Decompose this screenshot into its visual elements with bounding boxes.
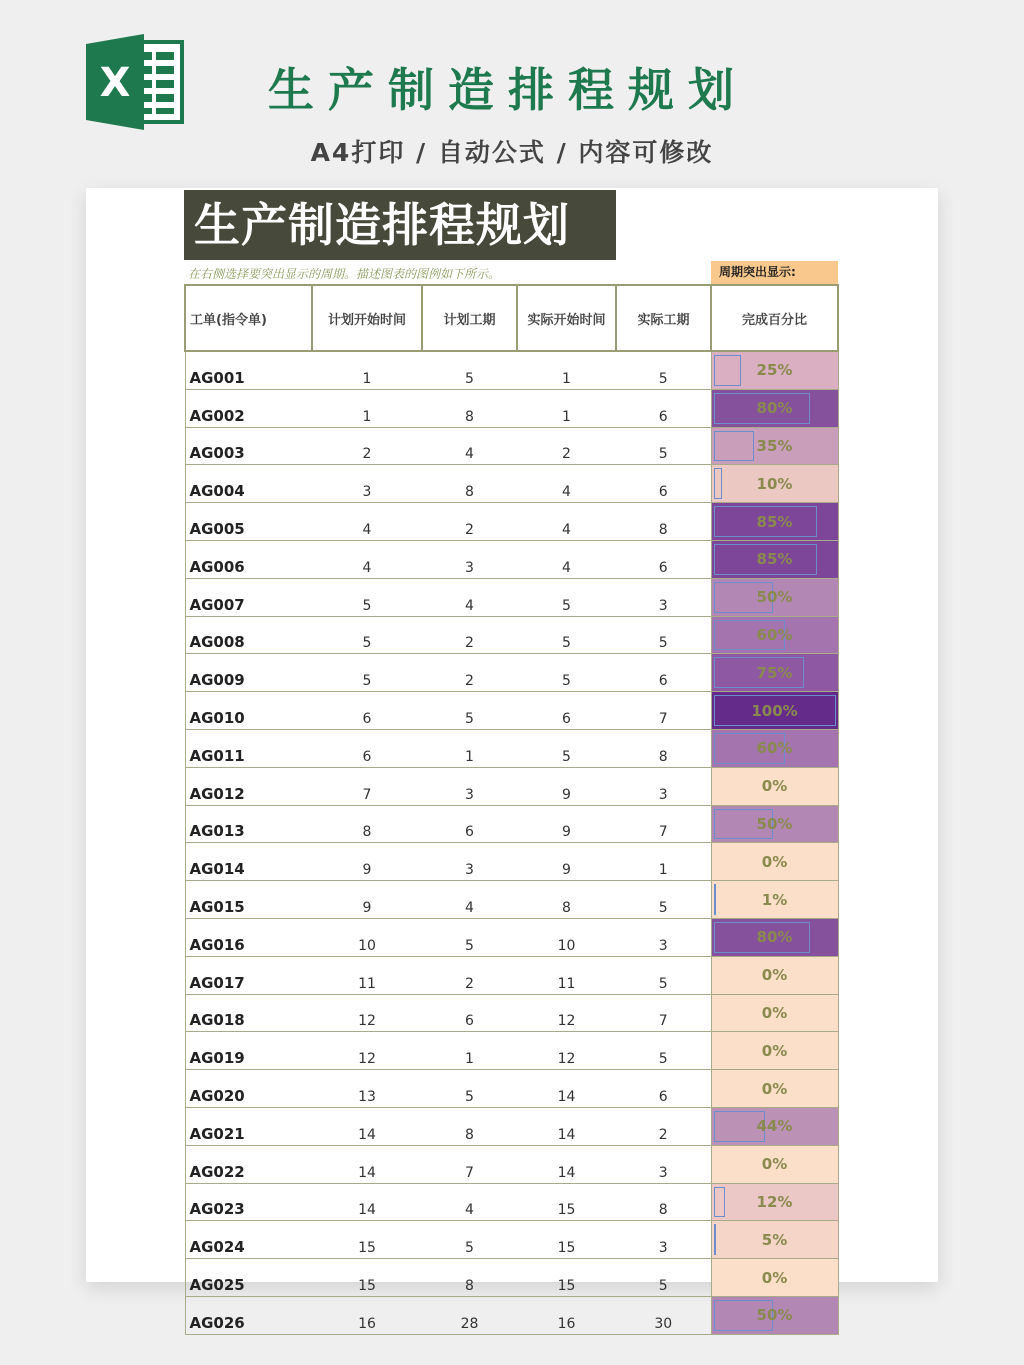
- percent-value: 0%: [761, 852, 788, 871]
- cell-actual-start[interactable]: 5: [517, 616, 616, 654]
- table-header-row: [185, 285, 838, 351]
- cell-order-id[interactable]: AG008: [185, 616, 312, 654]
- table-row: [185, 1107, 838, 1145]
- cell-actual-duration[interactable]: 5: [616, 616, 711, 654]
- cell-order-id[interactable]: AG017: [185, 956, 312, 994]
- cell-plan-start[interactable]: 9: [312, 881, 422, 919]
- cell-order-id[interactable]: AG018: [185, 994, 312, 1032]
- cell-actual-start[interactable]: 1: [517, 389, 616, 427]
- percent-value: 75%: [756, 663, 793, 682]
- cell-actual-duration[interactable]: 7: [616, 994, 711, 1032]
- percent-value: 12%: [756, 1192, 793, 1211]
- cell-actual-start[interactable]: 4: [517, 465, 616, 503]
- progress-bar: [714, 884, 716, 915]
- cell-plan-start[interactable]: 4: [312, 503, 422, 541]
- percent-value: 0%: [761, 1155, 788, 1174]
- cell-plan-start[interactable]: 14: [312, 1107, 422, 1145]
- cell-percent-complete[interactable]: [711, 767, 838, 805]
- cell-actual-duration[interactable]: 3: [616, 578, 711, 616]
- cell-plan-start[interactable]: 7: [312, 767, 422, 805]
- page-title: 生产制造排程规划: [268, 63, 748, 117]
- cell-percent-complete[interactable]: [711, 389, 838, 427]
- cell-plan-duration[interactable]: 6: [422, 994, 517, 1032]
- cell-order-id[interactable]: AG012: [185, 767, 312, 805]
- cell-plan-start[interactable]: 15: [312, 1259, 422, 1297]
- table-row: [185, 578, 838, 616]
- cell-actual-start[interactable]: 9: [517, 805, 616, 843]
- progress-bar: [714, 1187, 725, 1218]
- cell-order-id[interactable]: AG011: [185, 729, 312, 767]
- table-row: [185, 427, 838, 465]
- percent-value: 0%: [761, 1268, 788, 1287]
- cell-actual-duration[interactable]: 3: [616, 918, 711, 956]
- percent-value: 44%: [756, 1117, 793, 1136]
- cell-percent-complete[interactable]: [711, 1145, 838, 1183]
- cell-percent-complete[interactable]: [711, 994, 838, 1032]
- table-row: [185, 956, 838, 994]
- progress-bar: [714, 468, 723, 499]
- cell-actual-duration[interactable]: 6: [616, 1070, 711, 1108]
- cell-actual-duration[interactable]: 8: [616, 729, 711, 767]
- spreadsheet-page: [86, 188, 938, 1332]
- cell-plan-duration[interactable]: 6: [422, 805, 517, 843]
- cell-order-id[interactable]: AG007: [185, 578, 312, 616]
- cell-order-id[interactable]: AG021: [185, 1107, 312, 1145]
- cell-actual-duration[interactable]: 7: [616, 805, 711, 843]
- cell-actual-duration[interactable]: 5: [616, 956, 711, 994]
- cell-actual-duration[interactable]: 5: [616, 351, 711, 389]
- cell-plan-start[interactable]: 4: [312, 540, 422, 578]
- cell-order-id[interactable]: AG015: [185, 881, 312, 919]
- column-header-actual-duration: 实际工期: [616, 285, 711, 351]
- sheet-title: 生产制造排程规划: [184, 190, 616, 260]
- cell-plan-start[interactable]: 5: [312, 616, 422, 654]
- cell-plan-duration[interactable]: 2: [422, 654, 517, 692]
- table-row: [185, 1032, 838, 1070]
- table-row: [185, 389, 838, 427]
- period-highlight-label[interactable]: 周期突出显示:: [711, 261, 838, 284]
- cell-actual-duration[interactable]: 3: [616, 767, 711, 805]
- progress-bar: [714, 431, 754, 462]
- table-row: [185, 1145, 838, 1183]
- table-row: [185, 1296, 838, 1334]
- cell-percent-complete[interactable]: [711, 540, 838, 578]
- cell-plan-start[interactable]: 5: [312, 654, 422, 692]
- cell-plan-duration[interactable]: 5: [422, 1221, 517, 1259]
- cell-order-id[interactable]: AG001: [185, 351, 312, 389]
- percent-value: 85%: [756, 512, 793, 531]
- cell-percent-complete[interactable]: [711, 465, 838, 503]
- cell-actual-duration[interactable]: 5: [616, 1032, 711, 1070]
- table-row: [185, 1259, 838, 1297]
- cell-plan-duration[interactable]: 8: [422, 1107, 517, 1145]
- cell-percent-complete[interactable]: [711, 427, 838, 465]
- cell-actual-start[interactable]: 8: [517, 881, 616, 919]
- table-row: [185, 654, 838, 692]
- cell-actual-start[interactable]: 15: [517, 1259, 616, 1297]
- column-header-plan-duration: 计划工期: [422, 285, 517, 351]
- cell-percent-complete[interactable]: [711, 578, 838, 616]
- cell-plan-start[interactable]: 1: [312, 351, 422, 389]
- cell-plan-duration[interactable]: 4: [422, 1183, 517, 1221]
- cell-percent-complete[interactable]: [711, 956, 838, 994]
- cell-plan-duration[interactable]: 4: [422, 578, 517, 616]
- progress-bar: [714, 355, 742, 386]
- cell-plan-duration[interactable]: 5: [422, 351, 517, 389]
- percent-value: 60%: [756, 625, 793, 644]
- cell-actual-start[interactable]: 14: [517, 1107, 616, 1145]
- percent-value: 5%: [761, 1230, 788, 1249]
- percent-value: 50%: [756, 814, 793, 833]
- cell-actual-start[interactable]: 1: [517, 351, 616, 389]
- percent-value: 35%: [756, 436, 793, 455]
- cell-percent-complete[interactable]: [711, 843, 838, 881]
- cell-plan-duration[interactable]: 3: [422, 540, 517, 578]
- percent-value: 50%: [756, 588, 793, 607]
- cell-actual-start[interactable]: 5: [517, 729, 616, 767]
- cell-actual-start[interactable]: 5: [517, 654, 616, 692]
- table-row: [185, 1070, 838, 1108]
- cell-plan-start[interactable]: 16: [312, 1296, 422, 1334]
- cell-plan-start[interactable]: 14: [312, 1145, 422, 1183]
- cell-percent-complete[interactable]: [711, 1296, 838, 1334]
- table-row: [185, 918, 838, 956]
- cell-percent-complete[interactable]: [711, 1107, 838, 1145]
- cell-plan-duration[interactable]: 2: [422, 503, 517, 541]
- excel-logo-icon: [86, 34, 184, 130]
- percent-value: 0%: [761, 777, 788, 796]
- cell-actual-duration[interactable]: 5: [616, 881, 711, 919]
- cell-actual-start[interactable]: 4: [517, 540, 616, 578]
- cell-percent-complete[interactable]: [711, 616, 838, 654]
- cell-plan-start[interactable]: 9: [312, 843, 422, 881]
- cell-actual-start[interactable]: 12: [517, 994, 616, 1032]
- cell-order-id[interactable]: AG013: [185, 805, 312, 843]
- cell-actual-start[interactable]: 14: [517, 1145, 616, 1183]
- percent-value: 60%: [756, 739, 793, 758]
- cell-plan-start[interactable]: 2: [312, 427, 422, 465]
- cell-percent-complete[interactable]: [711, 351, 838, 389]
- cell-actual-duration[interactable]: 7: [616, 692, 711, 730]
- cell-actual-start[interactable]: 9: [517, 767, 616, 805]
- cell-actual-duration[interactable]: 3: [616, 1221, 711, 1259]
- cell-order-id[interactable]: AG025: [185, 1259, 312, 1297]
- percent-value: 0%: [761, 1003, 788, 1022]
- cell-plan-start[interactable]: 12: [312, 994, 422, 1032]
- cell-plan-start[interactable]: 6: [312, 729, 422, 767]
- cell-plan-duration[interactable]: 1: [422, 729, 517, 767]
- column-header-actual-start: 实际开始时间: [517, 285, 616, 351]
- cell-percent-complete[interactable]: [711, 1183, 838, 1221]
- cell-percent-complete[interactable]: [711, 1070, 838, 1108]
- cell-plan-duration[interactable]: 5: [422, 1070, 517, 1108]
- cell-plan-duration[interactable]: 5: [422, 692, 517, 730]
- table-row: [185, 729, 838, 767]
- cell-actual-start[interactable]: 15: [517, 1221, 616, 1259]
- cell-order-id[interactable]: AG004: [185, 465, 312, 503]
- cell-actual-duration[interactable]: 5: [616, 1259, 711, 1297]
- percent-value: 50%: [756, 1306, 793, 1325]
- cell-actual-duration[interactable]: 2: [616, 1107, 711, 1145]
- cell-percent-complete[interactable]: [711, 503, 838, 541]
- cell-actual-duration[interactable]: 1: [616, 843, 711, 881]
- cell-actual-duration[interactable]: 8: [616, 1183, 711, 1221]
- cell-order-id[interactable]: AG002: [185, 389, 312, 427]
- cell-actual-start[interactable]: 6: [517, 692, 616, 730]
- percent-value: 0%: [761, 1079, 788, 1098]
- cell-plan-start[interactable]: 12: [312, 1032, 422, 1070]
- table-row: [185, 465, 838, 503]
- cell-percent-complete[interactable]: [711, 692, 838, 730]
- cell-plan-start[interactable]: 1: [312, 389, 422, 427]
- cell-percent-complete[interactable]: [711, 881, 838, 919]
- table-row: [185, 616, 838, 654]
- schedule-table: [184, 284, 839, 1335]
- cell-actual-duration[interactable]: 6: [616, 389, 711, 427]
- cell-order-id[interactable]: AG019: [185, 1032, 312, 1070]
- cell-order-id[interactable]: AG010: [185, 692, 312, 730]
- cell-order-id[interactable]: AG023: [185, 1183, 312, 1221]
- page-subtitle: A4打印 / 自动公式 / 内容可修改: [310, 138, 714, 167]
- table-row: [185, 1221, 838, 1259]
- cell-order-id[interactable]: AG020: [185, 1070, 312, 1108]
- column-header-order: 工单(指令单): [185, 285, 312, 351]
- cell-percent-complete[interactable]: [711, 1221, 838, 1259]
- cell-actual-duration[interactable]: 6: [616, 465, 711, 503]
- cell-plan-duration[interactable]: 8: [422, 389, 517, 427]
- cell-plan-start[interactable]: 10: [312, 918, 422, 956]
- cell-plan-duration[interactable]: 3: [422, 843, 517, 881]
- percent-value: 85%: [756, 550, 793, 569]
- table-row: [185, 881, 838, 919]
- table-row: [185, 843, 838, 881]
- cell-plan-start[interactable]: 11: [312, 956, 422, 994]
- table-row: [185, 503, 838, 541]
- cell-plan-duration[interactable]: 1: [422, 1032, 517, 1070]
- table-row: [185, 994, 838, 1032]
- sheet-hint: 在右侧选择要突出显示的周期。描述图表的图例如下所示。: [188, 267, 501, 281]
- cell-plan-duration[interactable]: 3: [422, 767, 517, 805]
- percent-value: 25%: [756, 361, 793, 380]
- cell-actual-start[interactable]: 16: [517, 1296, 616, 1334]
- cell-actual-duration[interactable]: 6: [616, 654, 711, 692]
- cell-plan-duration[interactable]: 2: [422, 616, 517, 654]
- cell-percent-complete[interactable]: [711, 654, 838, 692]
- percent-value: 0%: [761, 1041, 788, 1060]
- cell-plan-start[interactable]: 3: [312, 465, 422, 503]
- cell-percent-complete[interactable]: [711, 805, 838, 843]
- cell-actual-start[interactable]: 5: [517, 578, 616, 616]
- cell-percent-complete[interactable]: [711, 729, 838, 767]
- cell-order-id[interactable]: AG022: [185, 1145, 312, 1183]
- progress-bar: [714, 1224, 716, 1255]
- cell-actual-start[interactable]: 14: [517, 1070, 616, 1108]
- cell-plan-start[interactable]: 6: [312, 692, 422, 730]
- cell-plan-duration[interactable]: 8: [422, 465, 517, 503]
- table-row: [185, 351, 838, 389]
- percent-value: 1%: [761, 890, 788, 909]
- table-row: [185, 1183, 838, 1221]
- cell-plan-duration[interactable]: 7: [422, 1145, 517, 1183]
- cell-actual-start[interactable]: 4: [517, 503, 616, 541]
- cell-plan-duration[interactable]: 4: [422, 427, 517, 465]
- cell-plan-duration[interactable]: 28: [422, 1296, 517, 1334]
- cell-plan-start[interactable]: 15: [312, 1221, 422, 1259]
- table-row: [185, 805, 838, 843]
- cell-actual-start[interactable]: 15: [517, 1183, 616, 1221]
- cell-actual-start[interactable]: 10: [517, 918, 616, 956]
- svg-text:X: X: [99, 60, 131, 106]
- cell-plan-duration[interactable]: 2: [422, 956, 517, 994]
- percent-value: 10%: [756, 474, 793, 493]
- cell-actual-start[interactable]: 9: [517, 843, 616, 881]
- cell-plan-start[interactable]: 8: [312, 805, 422, 843]
- cell-percent-complete[interactable]: [711, 1259, 838, 1297]
- column-header-plan-start: 计划开始时间: [312, 285, 422, 351]
- cell-percent-complete[interactable]: [711, 918, 838, 956]
- cell-actual-start[interactable]: 2: [517, 427, 616, 465]
- cell-order-id[interactable]: AG014: [185, 843, 312, 881]
- column-header-percent-complete: 完成百分比: [711, 285, 838, 351]
- cell-plan-duration[interactable]: 5: [422, 918, 517, 956]
- cell-actual-duration[interactable]: 8: [616, 503, 711, 541]
- cell-order-id[interactable]: AG005: [185, 503, 312, 541]
- percent-value: 0%: [761, 966, 788, 985]
- table-row: [185, 540, 838, 578]
- cell-order-id[interactable]: AG016: [185, 918, 312, 956]
- cell-actual-start[interactable]: 11: [517, 956, 616, 994]
- percent-value: 80%: [756, 928, 793, 947]
- cell-plan-duration[interactable]: 4: [422, 881, 517, 919]
- cell-plan-duration[interactable]: 8: [422, 1259, 517, 1297]
- cell-actual-duration[interactable]: 6: [616, 540, 711, 578]
- cell-order-id[interactable]: AG024: [185, 1221, 312, 1259]
- cell-order-id[interactable]: AG009: [185, 654, 312, 692]
- cell-plan-start[interactable]: 5: [312, 578, 422, 616]
- table-row: [185, 692, 838, 730]
- table-row: [185, 767, 838, 805]
- percent-value: 80%: [756, 399, 793, 418]
- cell-order-id[interactable]: AG006: [185, 540, 312, 578]
- cell-plan-start[interactable]: 13: [312, 1070, 422, 1108]
- cell-actual-start[interactable]: 12: [517, 1032, 616, 1070]
- cell-actual-duration[interactable]: 3: [616, 1145, 711, 1183]
- cell-order-id[interactable]: AG003: [185, 427, 312, 465]
- cell-actual-duration[interactable]: 5: [616, 427, 711, 465]
- cell-plan-start[interactable]: 14: [312, 1183, 422, 1221]
- cell-percent-complete[interactable]: [711, 1032, 838, 1070]
- percent-value: 100%: [751, 701, 798, 720]
- cell-order-id[interactable]: AG026: [185, 1296, 312, 1334]
- cell-actual-duration[interactable]: 30: [616, 1296, 711, 1334]
